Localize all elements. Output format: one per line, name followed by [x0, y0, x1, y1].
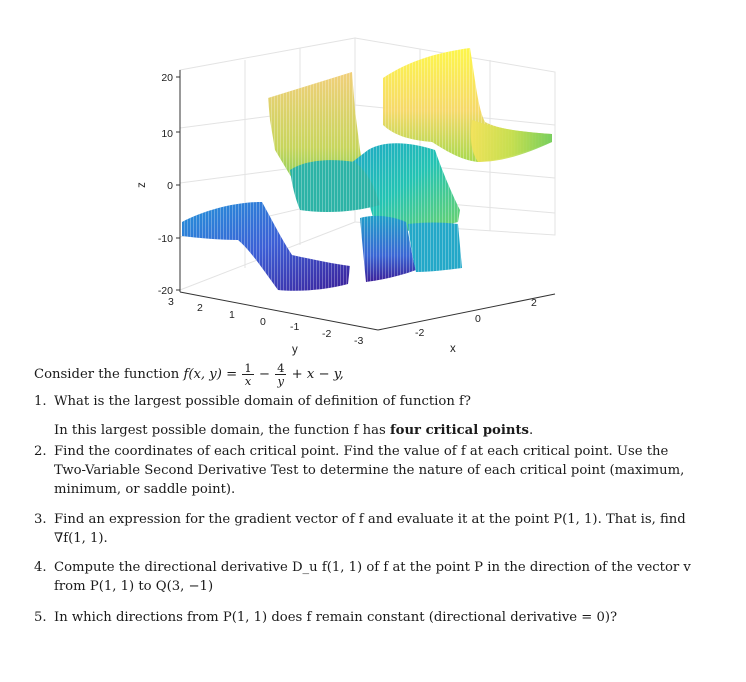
x-tick-label: 2: [531, 297, 537, 309]
question-number: 5.: [34, 610, 47, 625]
question-number: 3.: [34, 512, 47, 527]
question-text: What is the largest possible domain of definition of function f?: [54, 394, 471, 409]
emphasis-text: four critical points: [389, 423, 529, 438]
y-tick-label: -1: [290, 321, 300, 333]
y-tick-label: 1: [229, 309, 235, 321]
question-text: Find an expression for the gradient vector of f and evaluate it at the point P(1, 1). That is, find ∇f(1, 1).: [54, 512, 686, 546]
question-number: 4.: [34, 560, 47, 575]
question-text: Find the coordinates of each critical point. Find the value of f at each critical point. Use the Two-Variable Second Derivative Test to determine the nature of each critical point (maximum, minimum, or saddle point).: [54, 444, 685, 497]
z-axis: [136, 72, 180, 297]
z-tick-label: -20: [157, 285, 173, 297]
y-tick-label: -2: [322, 328, 332, 340]
x-axis-label: x: [450, 343, 456, 355]
question-4: [34, 558, 702, 596]
z-tick-label: 20: [161, 72, 173, 84]
x-axis: [415, 297, 537, 355]
function-definition: [34, 362, 344, 387]
z-tick-label: 0: [167, 180, 173, 192]
question-number: 1.: [34, 394, 47, 409]
z-axis-label: z: [136, 182, 148, 188]
y-axis: [168, 296, 363, 356]
y-tick-label: 2: [197, 302, 203, 314]
fraction-1-over-x: $\frac{1}{x}$: [244, 361, 252, 388]
question-5: [34, 608, 702, 627]
fraction-4-over-y: $\frac{4}{y}$: [277, 361, 285, 388]
question-text: In which directions from P(1, 1) does f remain constant (directional derivative = 0)?: [54, 610, 618, 625]
question-number: 2.: [34, 444, 47, 459]
y-tick-label: -3: [354, 335, 364, 347]
x-tick-label: -2: [415, 327, 425, 339]
question-1: [34, 392, 702, 440]
question-note: In this largest possible domain, the function f has four critical points.: [54, 423, 534, 438]
question-text: Compute the directional derivative D_u f(1, 1) of f at the point P in the direction of the vector v from P(1, 1) to Q(3, −1): [54, 560, 691, 594]
z-tick-label: -10: [157, 233, 173, 245]
function-lhs: f(x, y) =: [183, 367, 238, 382]
z-tick-label: 10: [161, 128, 173, 140]
minus-sign: −: [258, 367, 270, 382]
surface-patches: [182, 48, 552, 291]
y-axis-label: y: [292, 344, 298, 356]
intro-prefix: Consider the function: [34, 367, 180, 382]
y-tick-label: 3: [168, 296, 174, 308]
question-2: [34, 442, 702, 499]
x-tick-label: 0: [475, 313, 481, 325]
y-tick-label: 0: [260, 316, 266, 328]
intro-suffix: + x − y,: [291, 367, 344, 382]
question-3: [34, 510, 702, 548]
